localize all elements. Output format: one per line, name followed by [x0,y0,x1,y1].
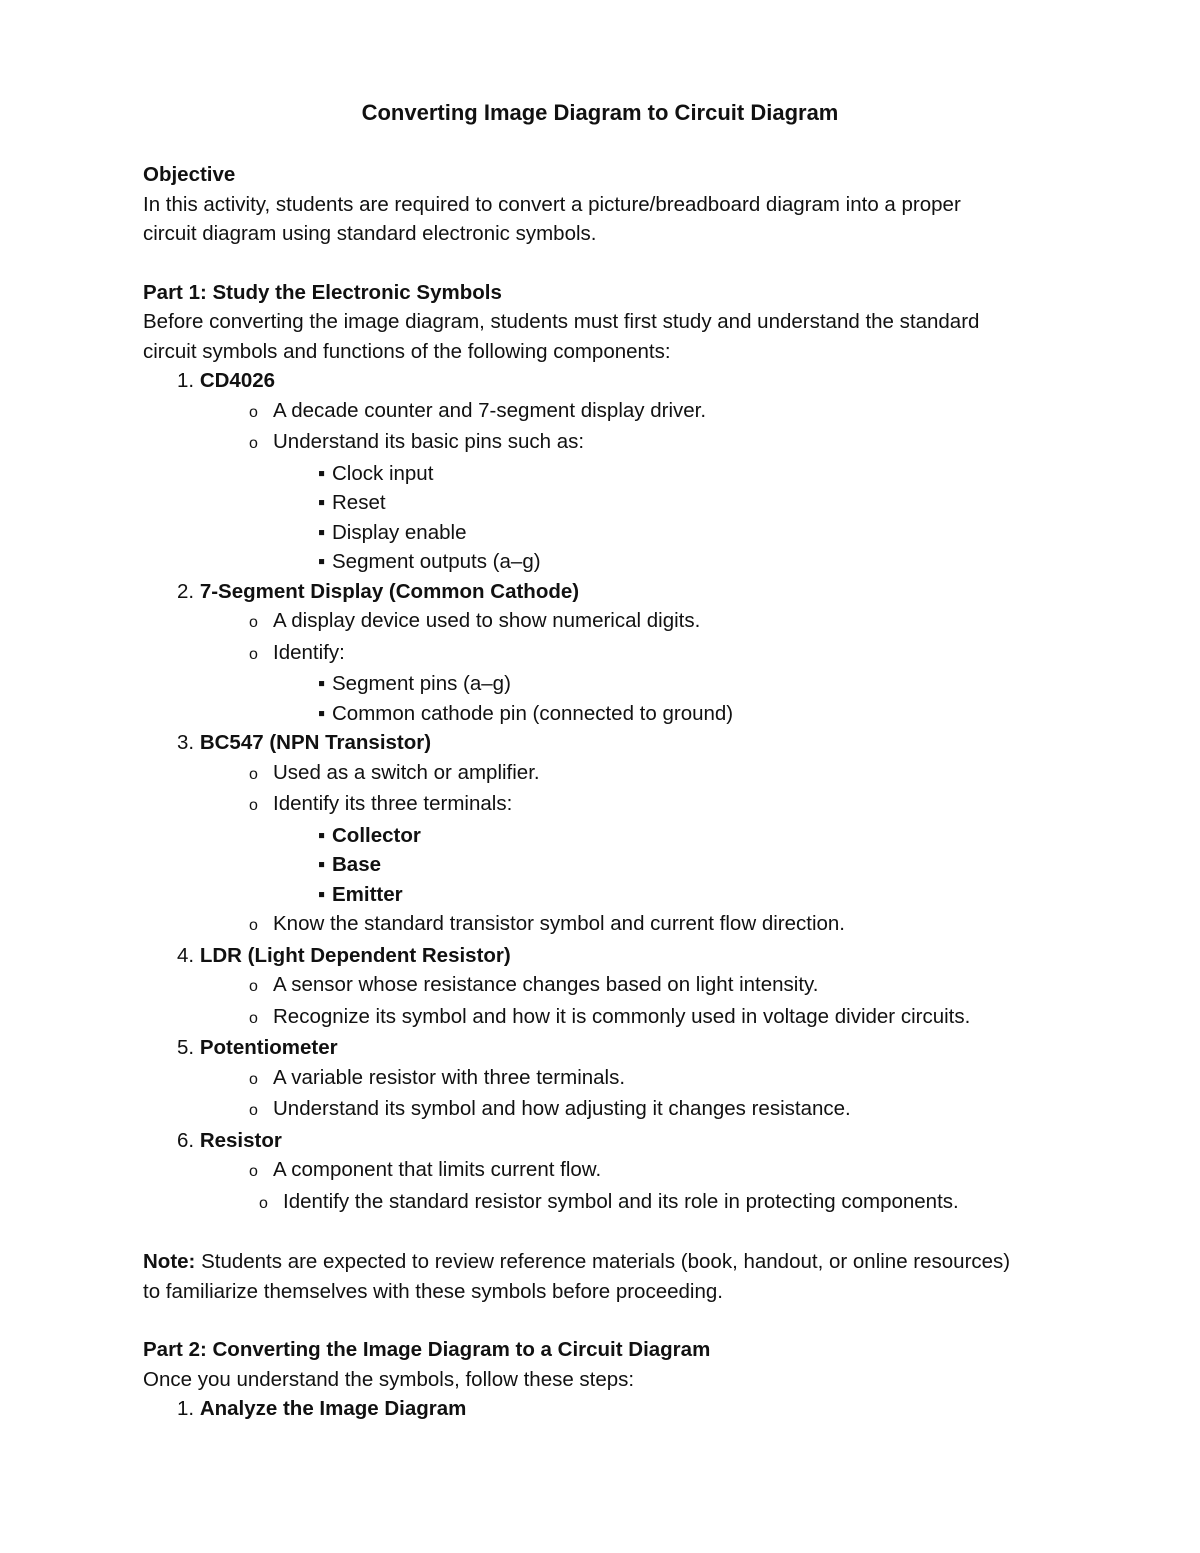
component-item-bc547 [143,728,1123,758]
square-bullet-icon: ▪ [318,520,326,544]
item-name: Potentiometer [199,1036,338,1059]
circle-bullet-icon: o [249,435,258,452]
item-name: BC547 (NPN Transistor) [199,731,432,754]
document-title: Converting Image Diagram to Circuit Diagram [361,100,839,125]
note-text: to familiarize themselves with these symbols before proceeding. [143,1279,723,1303]
step-number: 1. [177,1397,195,1420]
item-number: 6. [177,1128,195,1152]
sub-sub-point: ▪ Base [143,850,1123,880]
sub-point: o A variable resistor with three terminals. [143,1063,1123,1095]
objective-heading: Objective [143,163,236,186]
circle-bullet-icon: o [249,403,258,421]
part1-intro: circuit symbols and functions of the following components: [143,339,671,363]
sub-sub-point: ▪ Segment pins (a–g) [143,669,1123,699]
sub-point: o Understand its basic pins such as: [143,427,1123,459]
square-bullet-icon: ▪ [318,550,326,573]
note-text: Students are expected to review reference materials (book, handout, or online resources) [195,1250,1011,1273]
item-number: 5. [177,1036,195,1059]
circle-bullet-icon: o [249,1163,258,1180]
item-number: 1. [177,369,195,392]
step-item [143,1394,1123,1424]
sub-point: o Identify its three terminals: [143,789,1123,821]
sub-sub-point: ▪ Display enable [143,518,1123,548]
square-bullet-icon: ▪ [318,491,326,514]
sub-point: o Identify: [143,638,1123,670]
square-bullet-icon: ▪ [318,882,326,906]
item-number: 3. [177,731,195,754]
part2-heading: Part 2: Converting the Image Diagram to a Circuit Diagram [143,1338,711,1361]
sub-sub-point: ▪ Emitter [143,880,1123,910]
step-name: Analyze the Image Diagram [199,1397,467,1420]
spacer [143,1306,1123,1335]
square-bullet-icon: ▪ [318,461,326,485]
sub-point: o A component that limits current flow. [143,1155,1123,1187]
sub-sub-point: ▪ Segment outputs (a–g) [143,547,1123,577]
sub-sub-point: ▪ Reset [143,488,1123,518]
sub-sub-point: ▪ Clock input [143,459,1123,489]
item-number: 2. [177,579,195,603]
item-name: Resistor [199,1128,282,1152]
part1-intro: Before converting the image diagram, students must first study and understand the standard [143,310,980,333]
part1-heading: Part 1: Study the Electronic Symbols [143,280,502,304]
item-number: 4. [177,943,195,967]
square-bullet-icon: ▪ [318,853,326,876]
note-label: Note: [143,1250,196,1273]
square-bullet-icon: ▪ [318,823,326,847]
document-body [143,160,1123,1424]
item-name: 7-Segment Display (Common Cathode) [199,579,580,603]
objective-text: In this activity, students are required to convert a picture/breadboard diagram into a proper [143,192,961,216]
note-paragraph [143,1247,1123,1277]
spacer [143,1218,1123,1247]
circle-bullet-icon: o [249,1009,258,1027]
circle-bullet-icon: o [249,1102,258,1119]
spacer [143,249,1123,278]
sub-point: o A sensor whose resistance changes based on light intensity. [143,970,1123,1002]
sub-point: o Recognize its symbol and how it is commonly used in voltage divider circuits. [143,1002,1123,1034]
circle-bullet-icon: o [259,1194,268,1212]
sub-point: o A display device used to show numerical digits. [143,606,1123,638]
circle-bullet-icon: o [249,1070,258,1088]
item-name: LDR (Light Dependent Resistor) [199,943,511,967]
circle-bullet-icon: o [249,614,258,631]
square-bullet-icon: ▪ [318,672,326,695]
component-item-potentiometer [143,1033,1123,1063]
sub-point: o Understand its symbol and how adjusting it changes resistance. [143,1094,1123,1126]
circle-bullet-icon: o [249,797,258,814]
circle-bullet-icon: o [249,978,258,995]
component-item-7-segment [143,577,1123,607]
sub-sub-point: ▪ Common cathode pin (connected to ground) [143,699,1123,729]
component-item-ldr [143,941,1123,971]
part2-intro: Once you understand the symbols, follow these steps: [143,1367,635,1391]
square-bullet-icon: ▪ [318,701,326,725]
sub-point: o Identify the standard resistor symbol and its role in protecting components. [143,1187,1123,1219]
sub-point: o Know the standard transistor symbol and current flow direction. [143,909,1123,941]
circle-bullet-icon: o [249,645,258,663]
sub-point: o A decade counter and 7-segment display driver. [143,396,1123,428]
circle-bullet-icon: o [249,765,258,783]
sub-sub-point: ▪ Collector [143,821,1123,851]
sub-point: o Used as a switch or amplifier. [143,758,1123,790]
component-item-resistor [143,1126,1123,1156]
component-item-cd4026 [143,366,1123,396]
objective-text: circuit diagram using standard electronic symbols. [143,222,597,245]
item-name: CD4026 [199,369,276,392]
circle-bullet-icon: o [249,917,258,934]
